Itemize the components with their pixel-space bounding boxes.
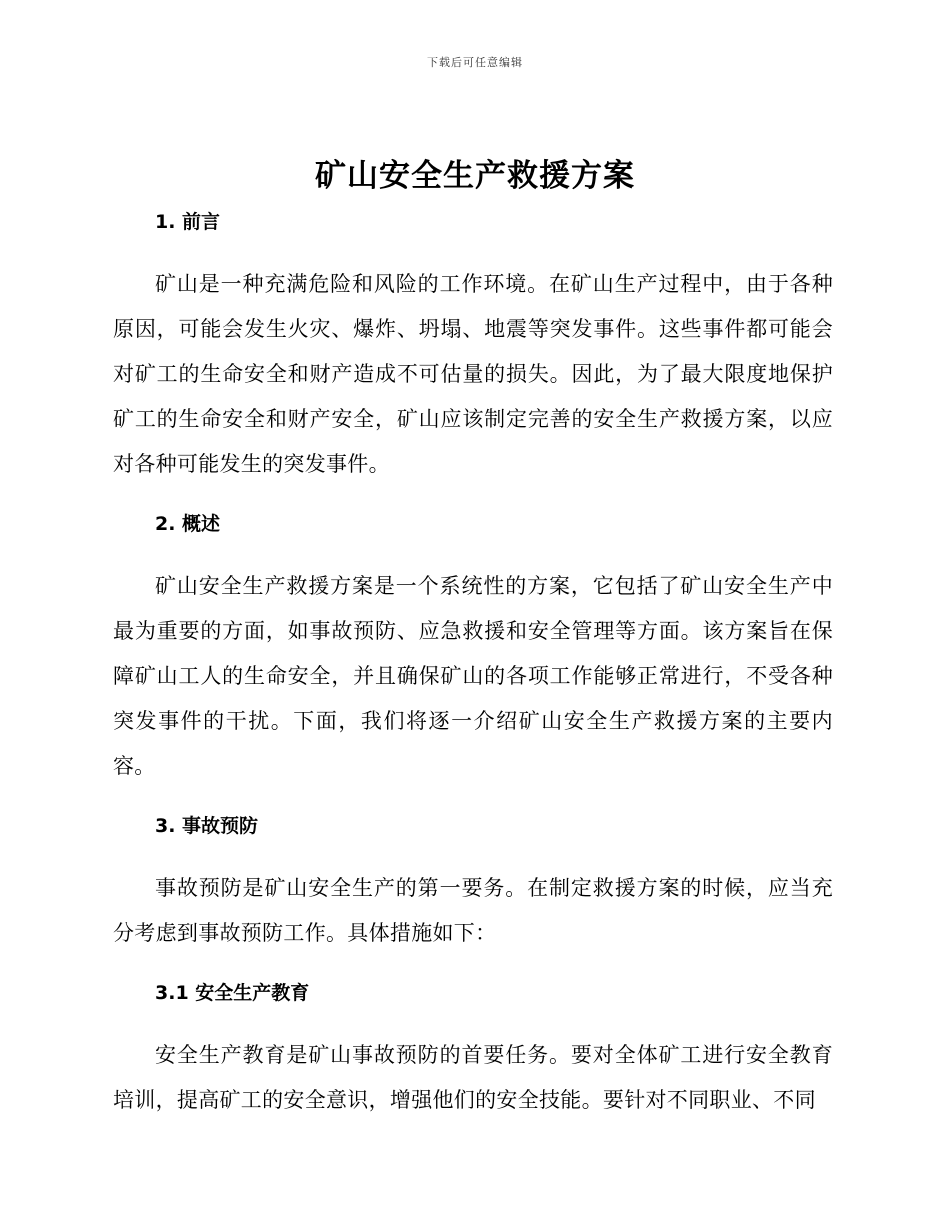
page-title: 矿山安全生产救援方案: [315, 158, 635, 194]
section-paragraph-safety-education: 安全生产教育是矿山事故预防的首要任务。要对全体矿工进行安全教育培训，提高矿工的安全意识，增强他们的安全技能。要针对不同职业、不同: [113, 1043, 833, 1112]
section-paragraph-accident-prevention: 事故预防是矿山安全生产的第一要务。在制定救援方案的时候，应当充分考虑到事故预防工作。具体措施如下：: [113, 876, 833, 945]
section-paragraph-preface: 矿山是一种充满危险和风险的工作环境。在矿山生产过程中，由于各种原因，可能会发生火灾、爆炸、坍塌、地震等突发事件。这些事件都可能会对矿工的生命安全和财产造成不可估量的损失。因此，为了最大限度地保护矿工的生命安全和财产安全，矿山应该制定完善的安全生产救援方案，以应对各种可能发生的突发事件。: [113, 272, 833, 476]
section-heading-preface: 1. 前言: [155, 211, 221, 233]
header-note: 下载后可任意编辑: [427, 56, 523, 69]
section-heading-accident-prevention: 3. 事故预防: [155, 815, 259, 837]
section-heading-overview: 2. 概述: [155, 513, 221, 535]
section-heading-safety-education: 3.1 安全生产教育: [155, 982, 310, 1004]
section-paragraph-overview: 矿山安全生产救援方案是一个系统性的方案，它包括了矿山安全生产中最为重要的方面，如事故预防、应急救援和安全管理等方面。该方案旨在保障矿山工人的生命安全，并且确保矿山的各项工作能够正常进行，不受各种突发事件的干扰。下面，我们将逐一介绍矿山安全生产救援方案的主要内容。: [113, 574, 833, 778]
document-body: [113, 202, 833, 1123]
